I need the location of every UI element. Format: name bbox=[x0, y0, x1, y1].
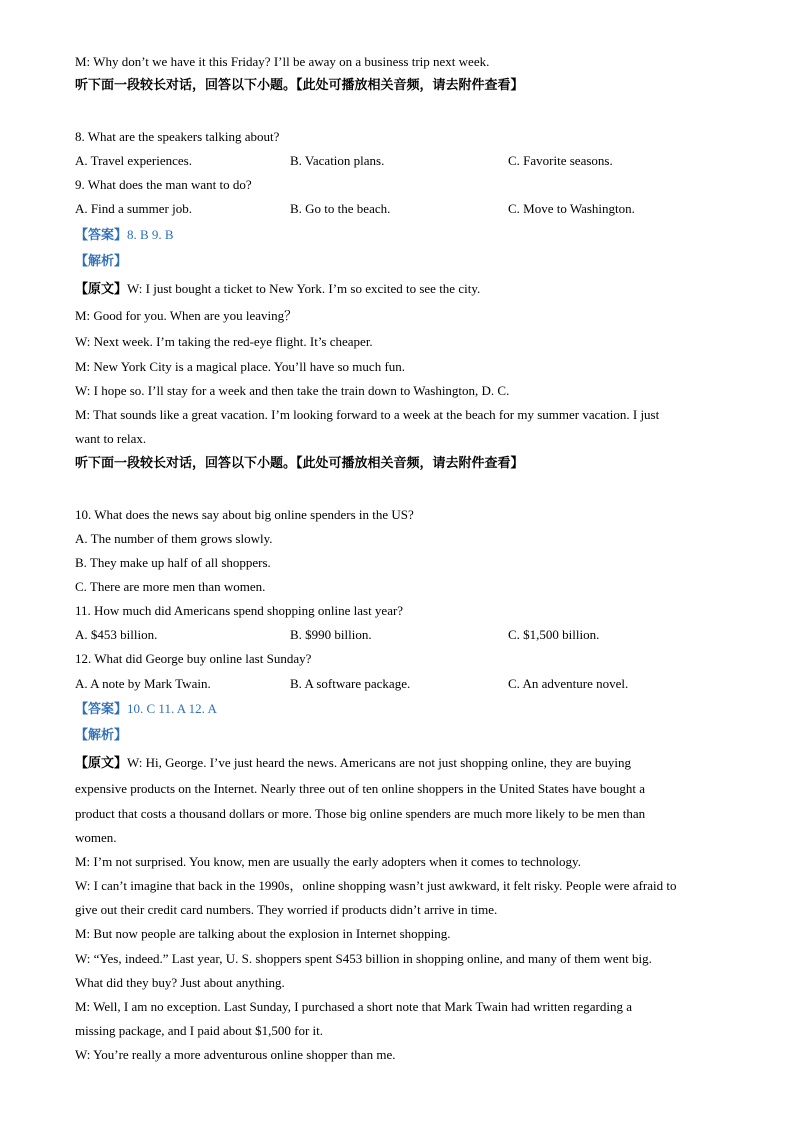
question-10-option-a: A. The number of them grows slowly. bbox=[75, 531, 273, 546]
option-a: A. Travel experiences. bbox=[75, 153, 192, 168]
question-11: 11. How much did Americans spend shopping online last year? bbox=[75, 603, 404, 618]
listening-instruction: 听下面一段较长对话，回答以下小题。【此处可播放相关音频，请去附件查看】 bbox=[75, 78, 524, 93]
question-9: 9. What does the man want to do? bbox=[75, 177, 252, 192]
dialogue-line: M: But now people are talking about the explosion in Internet shopping. bbox=[75, 926, 451, 941]
dialogue-line: M: Well, I am no exception. Last Sunday, I purchased a short note that Mark Twain had written regarding a bbox=[75, 999, 633, 1014]
dialogue-line: W: You’re really a more adventurous online shopper than me. bbox=[75, 1047, 396, 1062]
dialogue-line: want to relax. bbox=[75, 431, 147, 446]
transcript-text: W: I just bought a ticket to New York. I’m so excited to see the city. bbox=[127, 281, 481, 296]
analysis-label: 【解析】 bbox=[75, 728, 128, 743]
transcript-label: 【原文】 bbox=[75, 282, 128, 297]
option-a: A. Find a summer job. bbox=[75, 201, 192, 216]
option-c: C. An adventure novel. bbox=[508, 676, 629, 691]
answer-label: 【答案】 bbox=[75, 702, 128, 717]
dialogue-line: expensive products on the Internet. Nearly three out of ten online shoppers in the United States have bought a bbox=[75, 781, 646, 796]
question-10: 10. What does the news say about big online spenders in the US? bbox=[75, 507, 414, 522]
answer-value: 10. C 11. A 12. A bbox=[127, 701, 217, 716]
dialogue-line: W: I can’t imagine that back in the 1990s，online shopping wasn’t just awkward, it felt risky. People were afraid to bbox=[75, 878, 677, 893]
listening-instruction: 听下面一段较长对话，回答以下小题。【此处可播放相关音频，请去附件查看】 bbox=[75, 456, 524, 471]
dialogue-line: W: I hope so. I’ll stay for a week and then take the train down to Washington, D. C. bbox=[75, 383, 510, 398]
question-10-option-b: B. They make up half of all shoppers. bbox=[75, 555, 271, 570]
option-b: B. Go to the beach. bbox=[290, 201, 391, 216]
dialogue-line: W: “Yes, indeed.” Last year, U. S. shoppers spent S453 billion in shopping online, and many of them went big. bbox=[75, 951, 652, 966]
option-a: A. A note by Mark Twain. bbox=[75, 676, 211, 691]
dialogue-line: M: Good for you. When are you leaving？ bbox=[75, 308, 298, 323]
answer-line-2 bbox=[75, 701, 725, 718]
question-12-options bbox=[75, 676, 725, 692]
analysis-label: 【解析】 bbox=[75, 254, 128, 269]
dialogue-line: What did they buy? Just about anything. bbox=[75, 975, 285, 990]
question-8: 8. What are the speakers talking about? bbox=[75, 129, 280, 144]
answer-line-1 bbox=[75, 227, 725, 244]
question-11-options bbox=[75, 627, 725, 643]
dialogue-line: give out their credit card numbers. They worried if products didn’t arrive in time. bbox=[75, 902, 498, 917]
question-12: 12. What did George buy online last Sunday? bbox=[75, 651, 312, 666]
option-c: C. $1,500 billion. bbox=[508, 627, 600, 642]
transcript-text: W: Hi, George. I’ve just heard the news. Americans are not just shopping online, they are buying bbox=[127, 755, 632, 770]
dialogue-line: M: That sounds like a great vacation. I’m looking forward to a week at the beach for my summer vacation. I just bbox=[75, 407, 660, 422]
transcript-start bbox=[75, 281, 725, 298]
dialogue-line: M: New York City is a magical place. You’ll have so much fun. bbox=[75, 359, 406, 374]
dialogue-line: M: Why don’t we have it this Friday? I’ll be away on a business trip next week. bbox=[75, 54, 490, 69]
question-9-options bbox=[75, 201, 725, 217]
option-b: B. $990 billion. bbox=[290, 627, 372, 642]
option-b: B. A software package. bbox=[290, 676, 411, 691]
option-c: C. Move to Washington. bbox=[508, 201, 635, 216]
dialogue-line: M: I’m not surprised. You know, men are usually the early adopters when it comes to technology. bbox=[75, 854, 581, 869]
transcript-label: 【原文】 bbox=[75, 756, 128, 771]
transcript-start bbox=[75, 755, 725, 772]
question-8-options bbox=[75, 153, 725, 169]
option-c: C. Favorite seasons. bbox=[508, 153, 613, 168]
dialogue-line: missing package, and I paid about $1,500 for it. bbox=[75, 1023, 324, 1038]
dialogue-line: women. bbox=[75, 830, 117, 845]
dialogue-line: product that costs a thousand dollars or more. Those big online spenders are much more likely to be men than bbox=[75, 806, 646, 821]
question-10-option-c: C. There are more men than women. bbox=[75, 579, 266, 594]
option-a: A. $453 billion. bbox=[75, 627, 158, 642]
answer-value: 8. B 9. B bbox=[127, 227, 174, 242]
option-b: B. Vacation plans. bbox=[290, 153, 385, 168]
dialogue-line: W: Next week. I’m taking the red-eye flight. It’s cheaper. bbox=[75, 334, 373, 349]
answer-label: 【答案】 bbox=[75, 228, 128, 243]
